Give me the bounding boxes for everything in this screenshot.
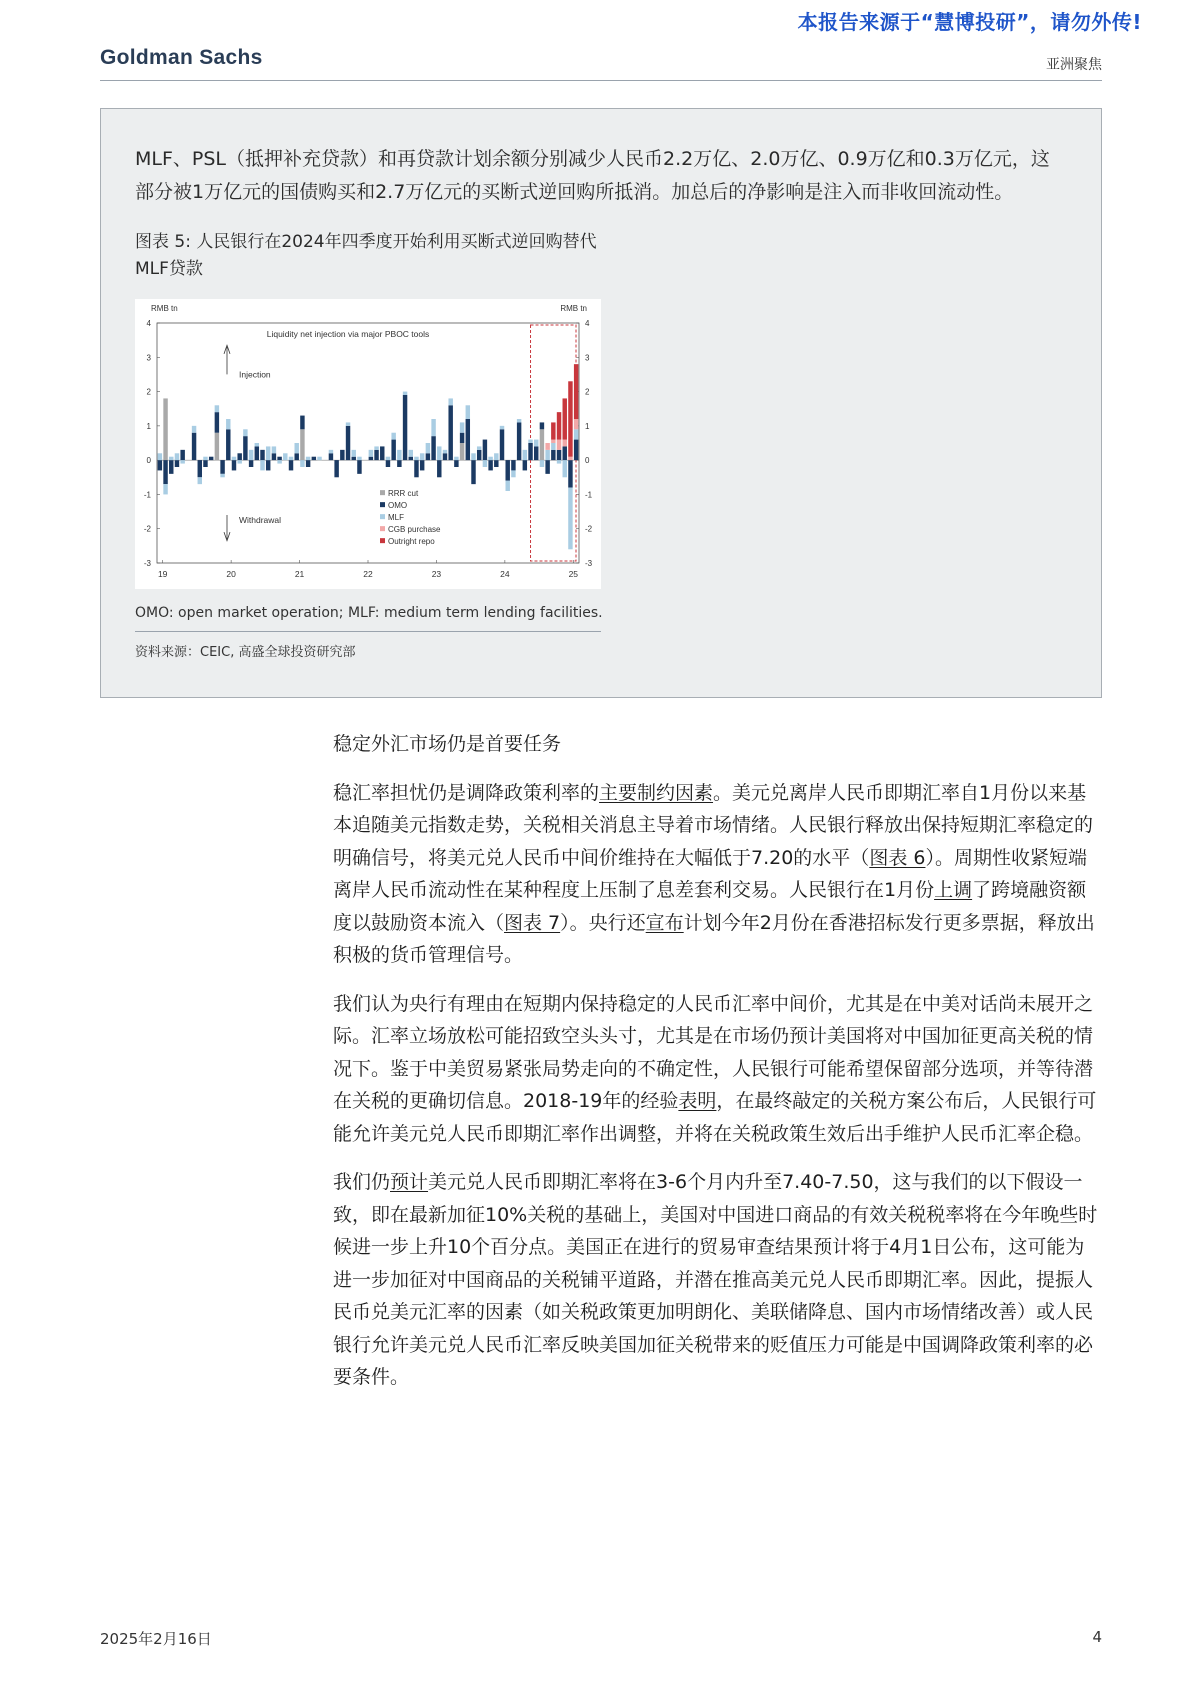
text-span: 稳汇率担忧仍是调降政策利率的 (333, 781, 600, 804)
figure-box (100, 108, 1102, 698)
bar-omo (483, 440, 487, 461)
bar-omo (255, 446, 259, 460)
bar-omo (277, 457, 281, 460)
text-span: 美元兑人民币即期汇率将在3-6个月内升至7.40-7.50，这与我们的以下假设一致，即在最新加征10%关税的基础上，美国对中国进口商品的有效关税税率将在今年晚些时候进一步上升10个百分点。美国正在进行的贸易审查结果预计将于4月1日公布，这可能为进一步加征对中国商品的关税铺平道路，并潜在推高美元兑人民币即期汇率。因此，提振人民币兑美元汇率的因素（如关税政策更加明朗化、美联储降息、国内市场情绪改善）或人民银行允许美元兑人民币汇率反映美国加征关税带来的贬值压力可能是中国调降政策利率的必要条件。 (333, 1171, 1098, 1388)
bar-omo (232, 460, 236, 470)
bar-mlf (403, 392, 407, 395)
bar-mlf (198, 477, 202, 484)
bar-omo (340, 450, 344, 460)
link-figure-7[interactable]: 图表 7 (504, 911, 561, 934)
bar-omo (289, 460, 293, 470)
bar-mlf (175, 453, 179, 460)
bar-outright-repo (557, 412, 561, 439)
y-tick-right: 1 (585, 421, 590, 431)
bar-omo (163, 460, 167, 484)
bar-mlf (557, 460, 561, 463)
bar-mlf (255, 443, 259, 446)
bar-mlf (226, 419, 230, 429)
bar-omo (545, 460, 549, 474)
figure-note: OMO: open market operation; MLF: medium term lending facilities. (135, 605, 603, 621)
bar-mlf (266, 446, 270, 460)
box-paragraph-text: MLF、PSL（抵押补充贷款）和再贷款计划余额分别减少人民币2.2万亿、2.0万亿、0.9万亿和0.3万亿元，这部分被1万亿元的国债购买和2.7万亿元的买断式逆回购所抵消。加总后的净影响是注入而非收回流动性。 (135, 148, 1050, 203)
bar-mlf (215, 405, 219, 412)
bar-omo (505, 460, 509, 481)
bar-outright-repo (574, 364, 578, 419)
y-tick-right: 0 (585, 456, 590, 466)
bar-cgb-purchase (563, 440, 567, 447)
bar-mlf (272, 446, 276, 453)
bar-mlf (528, 440, 532, 443)
x-tick-label: 22 (363, 569, 373, 579)
bar-mlf (369, 450, 373, 457)
y-tick-left: 1 (146, 421, 151, 431)
link-shows[interactable]: 表明 (678, 1090, 717, 1112)
bar-mlf (294, 443, 298, 453)
liquidity-chart (135, 299, 601, 589)
bar-omo (551, 450, 555, 460)
bar-mlf (409, 450, 413, 457)
y-tick-right: 4 (585, 319, 590, 328)
bar-omo (386, 460, 390, 467)
link-figure-6[interactable]: 图表 6 (869, 846, 926, 869)
y-axis-label-right: RMB tn (560, 304, 587, 313)
bar-mlf (477, 446, 481, 449)
bar-mlf (283, 453, 287, 460)
y-axis-label-left: RMB tn (151, 304, 178, 313)
bar-omo (158, 460, 162, 470)
x-tick-label: 25 (568, 569, 579, 579)
bar-omo (397, 460, 401, 467)
y-tick-left: 0 (146, 456, 151, 466)
bar-omo (237, 453, 241, 460)
legend-swatch (380, 538, 385, 543)
bar-omo (534, 446, 538, 460)
bar-omo (334, 460, 338, 477)
text-span: ）。央行还 (560, 911, 646, 934)
section-heading: 稳定外汇市场仍是首要任务 (333, 733, 562, 755)
bar-omo (568, 460, 572, 487)
bar-cgb-purchase (551, 440, 555, 443)
y-tick-right: -3 (585, 559, 593, 568)
bar-mlf (460, 422, 464, 432)
bar-mlf (352, 450, 356, 457)
bar-omo (369, 457, 373, 460)
bar-mlf (563, 460, 567, 477)
bar-mlf (397, 450, 401, 460)
bar-omo (260, 450, 264, 460)
bar-omo (294, 453, 298, 460)
bar-mlf (534, 440, 538, 447)
y-tick-right: 2 (585, 387, 590, 397)
y-tick-left: -1 (143, 490, 151, 500)
bar-rrr-cut (300, 429, 304, 460)
y-tick-right: 3 (585, 353, 590, 363)
bar-mlf (192, 426, 196, 433)
bar-omo (403, 395, 407, 460)
legend-swatch (380, 514, 385, 519)
bar-omo (391, 440, 395, 461)
bar-omo (175, 460, 179, 467)
bar-mlf (471, 453, 475, 460)
chart-title: Liquidity net injection via major PBOC tools (266, 329, 430, 339)
bar-cgb-purchase (545, 443, 549, 450)
x-tick-label: 24 (500, 569, 510, 579)
bar-mlf (163, 484, 167, 494)
bar-omo (192, 433, 196, 460)
bar-rrr-cut (163, 398, 167, 460)
bar-omo (426, 453, 430, 460)
bar-omo (500, 429, 504, 460)
bar-outright-repo (568, 381, 572, 456)
paragraph-3 (333, 1166, 1103, 1394)
bar-mlf (448, 398, 452, 405)
bar-mlf (232, 457, 236, 460)
legend-label: MLF (388, 513, 404, 523)
bar-omo (448, 405, 452, 460)
bar-mlf (551, 443, 555, 450)
bar-mlf (483, 460, 487, 467)
bar-mlf (431, 419, 435, 436)
bar-omo (243, 436, 247, 460)
text-span: 。美元兑离岸人民币即期汇率自1月份以来基本追随美元指数走势，关税相关消息主导着市场情绪。人民银行释放出保持短期汇率稳定的明确信号，将美元兑人民币中间价维持在大幅低于7.20的水平（ (333, 781, 1094, 869)
bar-omo (215, 412, 219, 433)
bar-mlf (300, 460, 304, 467)
bar-rrr-cut (460, 443, 464, 460)
bar-omo (466, 419, 470, 460)
bar-mlf (220, 474, 224, 477)
bar-mlf (357, 457, 361, 460)
bar-mlf (317, 457, 321, 460)
bar-omo (306, 460, 310, 467)
text-span: 我们仍 (333, 1171, 391, 1193)
bar-mlf (505, 481, 509, 491)
bar-omo (414, 460, 418, 477)
bar-mlf (180, 460, 184, 463)
bar-mlf (414, 457, 418, 460)
bar-mlf (249, 450, 253, 460)
y-tick-right: -1 (585, 490, 593, 500)
brand-logo: Goldman Sachs (100, 46, 263, 69)
bar-rrr-cut (215, 433, 219, 460)
paragraph-1 (333, 777, 1103, 972)
y-tick-left: -2 (143, 524, 151, 534)
bar-omo (203, 460, 207, 467)
bar-omo (300, 416, 304, 430)
bar-omo (471, 460, 475, 484)
bar-mlf (289, 457, 293, 460)
bar-omo (198, 460, 202, 477)
bar-omo (226, 429, 230, 460)
bar-omo (488, 460, 492, 470)
bar-mlf (277, 460, 281, 463)
bar-mlf (545, 450, 549, 460)
bar-mlf (454, 457, 458, 460)
bar-mlf (426, 443, 430, 453)
bar-cgb-purchase (568, 457, 572, 460)
bar-omo (523, 460, 527, 470)
bar-omo (443, 453, 447, 460)
bar-cgb-purchase (557, 440, 561, 450)
bar-mlf (523, 450, 527, 460)
x-tick-label: 20 (226, 569, 236, 579)
bar-cgb-purchase (574, 419, 578, 429)
bar-omo (460, 433, 464, 443)
bar-mlf (158, 453, 162, 460)
bar-omo (437, 460, 441, 477)
chart-container (135, 299, 601, 589)
legend-label: Outright repo (388, 537, 435, 547)
bar-omo (517, 422, 521, 460)
x-tick-label: 23 (431, 569, 442, 579)
plot-frame (157, 323, 579, 563)
bar-omo (220, 460, 224, 474)
bar-mlf (494, 453, 498, 460)
bar-mlf (568, 488, 572, 550)
bar-mlf (237, 460, 241, 463)
bar-mlf (374, 446, 378, 449)
bar-omo (494, 460, 498, 467)
figure-divider (135, 631, 601, 632)
watermark-text: 本报告来源于“慧博投研”，请勿外传! (797, 10, 1142, 34)
legend-swatch (380, 490, 385, 495)
bar-omo (431, 436, 435, 460)
bar-mlf (500, 426, 504, 429)
bar-mlf (511, 470, 515, 477)
section-name: 亚洲聚焦 (1046, 57, 1102, 73)
link-raised[interactable]: 上调 (934, 879, 973, 901)
legend-label: RRR cut (388, 489, 419, 499)
legend-label: CGB purchase (388, 525, 441, 535)
bar-mlf (540, 460, 544, 467)
bar-omo (477, 450, 481, 460)
paragraph-2 (333, 988, 1103, 1151)
bar-omo (557, 450, 561, 460)
annotation-injection: Injection (239, 369, 271, 380)
figure-source: 资料来源：CEIC, 高盛全球投资研究部 (135, 645, 356, 660)
bar-rrr-cut (540, 429, 544, 460)
annotation-withdrawal: Withdrawal (239, 515, 282, 526)
bar-omo (357, 460, 361, 474)
legend-label: OMO (388, 501, 408, 511)
bar-mlf (420, 453, 424, 460)
text-span: 计划今年2月份在香港招标发行更多票据，释放出积极的货币管理信号。 (333, 911, 1095, 966)
bar-omo (380, 446, 384, 460)
bar-omo (352, 457, 356, 460)
main-body (333, 728, 1103, 1410)
bar-mlf (574, 429, 578, 439)
bar-mlf (517, 419, 521, 422)
bar-outright-repo (551, 422, 555, 439)
bar-mlf (391, 433, 395, 440)
bar-mlf (346, 422, 350, 425)
box-paragraph (135, 143, 1065, 209)
bar-mlf (443, 450, 447, 453)
bar-mlf (488, 457, 492, 460)
bar-omo (420, 460, 424, 470)
bar-mlf (329, 450, 333, 453)
text-span: ）。周期性收紧短端离岸人民币流动性在某种程度上压制了息差套利交易。人民银行在1月份 (333, 846, 1087, 901)
y-tick-left: 2 (146, 387, 151, 397)
bar-omo (209, 457, 213, 460)
page-number: 4 (1092, 1628, 1102, 1646)
bar-omo (329, 453, 333, 460)
bar-omo (540, 422, 544, 429)
y-tick-left: 4 (146, 319, 151, 328)
header-divider (100, 80, 1102, 81)
link-main-constraint[interactable]: 主要制约因素 (599, 781, 714, 804)
bar-mlf (169, 457, 173, 460)
bar-omo (312, 457, 316, 460)
bar-omo (374, 450, 378, 460)
bar-omo (266, 460, 270, 470)
bar-omo (272, 453, 276, 460)
bar-outright-repo (563, 398, 567, 439)
link-forecast[interactable]: 预计 (390, 1171, 429, 1193)
bar-mlf (203, 457, 207, 460)
bar-omo (169, 460, 173, 474)
text-span: 了跨境融资额度以鼓励资本流入（ (333, 879, 1087, 934)
y-tick-right: -2 (585, 524, 593, 534)
legend-swatch (380, 502, 385, 507)
footer-date: 2025年2月16日 (100, 1630, 212, 1648)
bar-mlf (243, 429, 247, 436)
bar-mlf (306, 457, 310, 460)
legend-swatch (380, 526, 385, 531)
x-tick-label: 19 (157, 569, 168, 579)
bar-omo (409, 457, 413, 460)
text-span: ，在最终敲定的关税方案公布后，人民银行可能允许美元兑人民币即期汇率作出调整，并将在关税政策生效后出手维护人民币汇率企稳。 (333, 1090, 1097, 1145)
y-tick-left: -3 (143, 559, 151, 568)
figure-title: 图表 5: 人民银行在2024年四季度开始利用买断式逆回购替代MLF贷款 (135, 232, 597, 279)
x-tick-label: 21 (294, 569, 305, 579)
bar-omo (511, 460, 515, 470)
bar-omo (249, 460, 253, 467)
text-span: 我们认为央行有理由在短期内保持稳定的人民币汇率中间价，尤其是在中美对话尚未展开之际。汇率立场放松可能招致空头头寸，尤其是在市场仍预计美国将对中国加征更高关税的情况下。鉴于中美贸易紧张局势走向的不确定性，人民银行可能希望保留部分选项，并等待潜在关税的更确切信息。2018-19年的经验 (333, 992, 1094, 1112)
bar-omo (346, 426, 350, 460)
bar-omo (180, 450, 184, 460)
bar-mlf (386, 457, 390, 460)
bar-omo (563, 446, 567, 460)
bar-omo (454, 460, 458, 467)
bar-mlf (437, 446, 441, 460)
link-announced[interactable]: 宣布 (645, 911, 684, 934)
bar-mlf (466, 405, 470, 419)
bar-omo (574, 440, 578, 461)
bar-omo (528, 443, 532, 460)
y-tick-left: 3 (146, 353, 151, 363)
bar-mlf (260, 460, 264, 470)
